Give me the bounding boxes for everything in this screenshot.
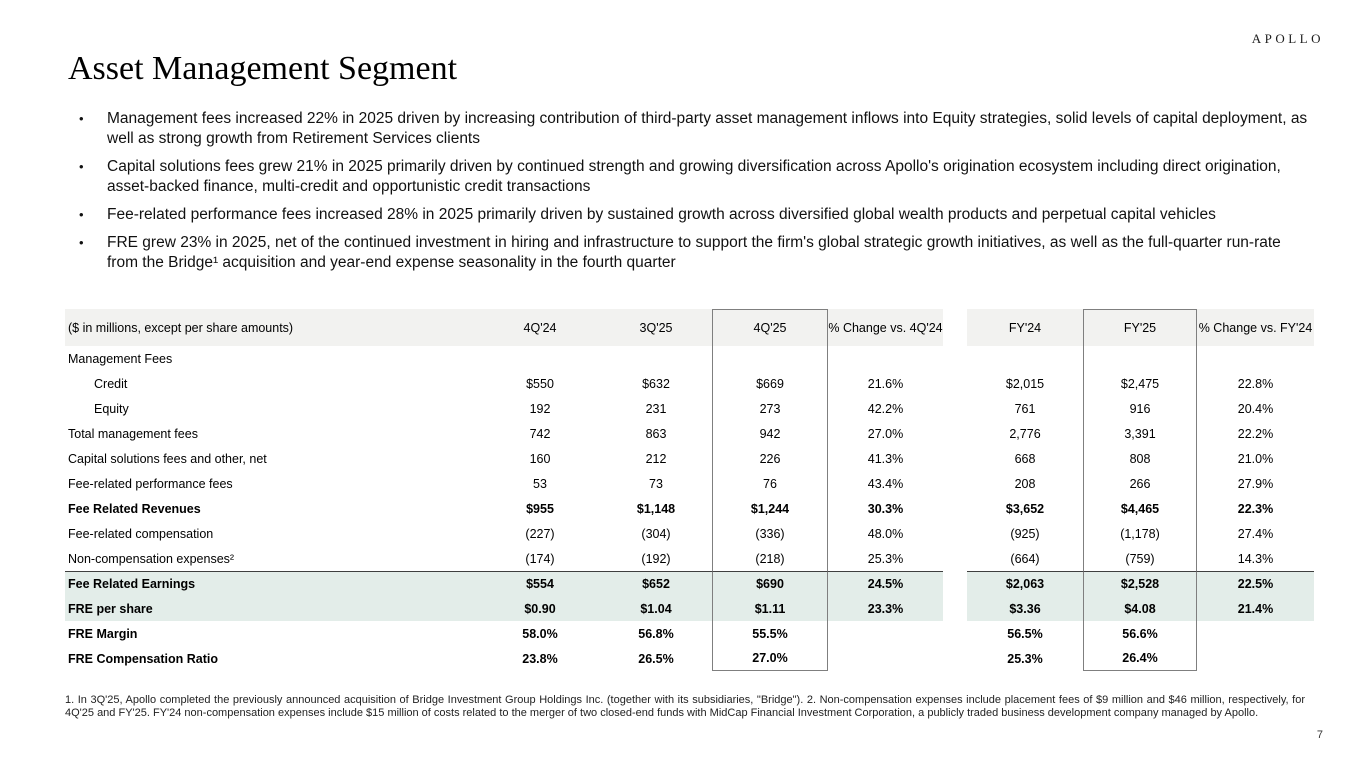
table-cell: 26.4% xyxy=(1083,646,1197,671)
table-cell xyxy=(1083,346,1197,371)
row-label: FRE per share xyxy=(65,596,480,621)
column-gap xyxy=(943,571,967,596)
column-gap xyxy=(943,496,967,521)
table-cell: $4,465 xyxy=(1083,496,1197,521)
table-cell: (174) xyxy=(525,551,555,566)
table-cell: 273 xyxy=(712,396,828,421)
table-cell: $1.11 xyxy=(712,596,828,621)
table-cell: 24.5% xyxy=(828,571,943,596)
table-cell: $2,475 xyxy=(1083,371,1197,396)
bullet-text: Capital solutions fees grew 21% in 2025 primarily driven by continued strength and growing diversification across Apollo's origination ecosystem including direct origination, asset-backed finance, multi-credit and opportunistic credit transactions xyxy=(107,158,1281,195)
table-cell xyxy=(1197,646,1314,671)
table-cell: 56.6% xyxy=(1083,621,1197,646)
bullet-text: Fee-related performance fees increased 28% in 2025 primarily driven by sustained growth across diversified global wealth products and perpetual capital vehicles xyxy=(107,206,1216,223)
table-cell: 41.3% xyxy=(867,451,904,466)
table-cell: 56.5% xyxy=(1007,626,1043,641)
page-title: Asset Management Segment xyxy=(68,50,458,87)
table-cell: (336) xyxy=(712,521,828,546)
row-label: Equity xyxy=(94,401,129,416)
row-label: Management Fees xyxy=(68,351,173,366)
table-header-row xyxy=(65,309,1314,346)
table-cell: $3.36 xyxy=(967,596,1083,621)
table-cell: 23.8% xyxy=(522,651,558,666)
table-cell: 160 xyxy=(529,451,551,466)
column-gap xyxy=(943,546,967,571)
table-cell: 192 xyxy=(529,401,551,416)
table-row xyxy=(65,646,1314,671)
row-label: Fee Related Earnings xyxy=(65,571,480,596)
table-cell: 2,776 xyxy=(1009,426,1041,441)
column-gap xyxy=(943,596,967,621)
bullet-dot-icon: • xyxy=(79,207,84,222)
table-cell: 21.4% xyxy=(1197,596,1314,621)
bullet-list xyxy=(70,109,1312,281)
table-cell: $1,244 xyxy=(712,496,828,521)
table-cell: $632 xyxy=(642,376,670,391)
table-row xyxy=(65,596,1314,621)
table-cell: (925) xyxy=(1010,526,1040,541)
table-cell: $690 xyxy=(712,571,828,596)
bullet-text: Management fees increased 22% in 2025 driven by increasing contribution of third-party asset management inflows into Equity strategies, solid levels of capital deployment, as well as strong growth from Retirement Services clients xyxy=(107,110,1308,147)
column-gap xyxy=(943,371,967,396)
column-gap xyxy=(943,471,967,496)
table-cell: 20.4% xyxy=(1237,401,1274,416)
table-cell: 942 xyxy=(712,421,828,446)
table-cell: (1,178) xyxy=(1083,521,1197,546)
column-gap xyxy=(943,309,967,346)
row-label: Fee-related compensation xyxy=(68,526,214,541)
table-cell: 808 xyxy=(1083,446,1197,471)
table-cell: 53 xyxy=(533,476,547,491)
row-label: FRE Compensation Ratio xyxy=(68,651,219,666)
bullet-item xyxy=(70,157,1312,197)
table-row xyxy=(65,546,1314,571)
table-cell: 21.0% xyxy=(1237,451,1274,466)
table-cell: 266 xyxy=(1083,471,1197,496)
column-header: FY'25 xyxy=(1083,309,1197,346)
table-cell: (759) xyxy=(1083,546,1197,571)
table-row xyxy=(65,571,1314,596)
table-cell: 3,391 xyxy=(1083,421,1197,446)
bullet-item xyxy=(70,205,1312,225)
table-cell: 56.8% xyxy=(638,626,674,641)
bullet-dot-icon: • xyxy=(79,235,84,250)
table-cell: 43.4% xyxy=(867,476,904,491)
table-cell: $2,528 xyxy=(1083,571,1197,596)
table-cell: 73 xyxy=(649,476,663,491)
table-cell: $3,652 xyxy=(1005,501,1045,516)
table-cell xyxy=(828,646,943,671)
row-label: Total management fees xyxy=(68,426,198,441)
table-cell xyxy=(1197,346,1314,371)
row-label: Non-compensation expenses² xyxy=(68,551,235,566)
page-number: 7 xyxy=(1316,729,1323,741)
table-cell: $2,063 xyxy=(967,571,1083,596)
table-cell: 863 xyxy=(645,426,667,441)
table-row xyxy=(65,371,1314,396)
bullet-text: FRE grew 23% in 2025, net of the continued investment in hiring and infrastructure to support the firm's global strategic growth initiatives, as well as the full-quarter run-rate from the Bridge¹ acquisition and year-end expense seasonality in the fourth quarter xyxy=(107,234,1281,271)
table-cell: $554 xyxy=(480,571,600,596)
table-cell: 21.6% xyxy=(867,376,904,391)
column-header: FY'24 xyxy=(967,309,1083,346)
table-cell: 22.2% xyxy=(1237,426,1274,441)
table-cell: 27.9% xyxy=(1237,476,1274,491)
row-label: Credit xyxy=(94,376,128,391)
table-cell: 23.3% xyxy=(828,596,943,621)
table-cell: 58.0% xyxy=(522,626,558,641)
table-cell: (192) xyxy=(641,551,671,566)
table-cell xyxy=(600,346,712,371)
table-cell: $2,015 xyxy=(1005,376,1045,391)
bullet-item xyxy=(70,233,1312,273)
table-cell: (664) xyxy=(1010,551,1040,566)
table-cell: 668 xyxy=(1014,451,1036,466)
table-cell: $0.90 xyxy=(480,596,600,621)
table-row xyxy=(65,621,1314,646)
table-cell: 208 xyxy=(1014,476,1036,491)
column-header: % Change vs. FY'24 xyxy=(1197,309,1314,346)
table-cell: (304) xyxy=(641,526,671,541)
column-header: 4Q'24 xyxy=(480,309,600,346)
fin-table xyxy=(65,309,1314,671)
table-cell: 212 xyxy=(645,451,667,466)
row-label: Capital solutions fees and other, net xyxy=(68,451,267,466)
column-gap xyxy=(943,646,967,671)
row-label: Fee-related performance fees xyxy=(68,476,233,491)
table-cell: 25.3% xyxy=(867,551,904,566)
table-cell: 25.3% xyxy=(1007,651,1043,666)
table-cell xyxy=(712,346,828,371)
table-cell: $4.08 xyxy=(1083,596,1197,621)
table-row xyxy=(65,446,1314,471)
table-cell: $1,148 xyxy=(636,501,676,516)
bullet-item xyxy=(70,109,1312,149)
table-row xyxy=(65,421,1314,446)
table-row xyxy=(65,346,1314,371)
table-cell: 14.3% xyxy=(1237,551,1274,566)
apollo-logo: APOLLO xyxy=(1251,31,1324,46)
table-cell: $550 xyxy=(526,376,554,391)
table-cell: 916 xyxy=(1083,396,1197,421)
bullet-dot-icon: • xyxy=(79,111,84,126)
column-gap xyxy=(943,421,967,446)
column-gap xyxy=(943,396,967,421)
column-header: 4Q'25 xyxy=(712,309,828,346)
column-header: 3Q'25 xyxy=(600,309,712,346)
row-label: FRE Margin xyxy=(68,626,138,641)
column-gap xyxy=(943,346,967,371)
table-cell xyxy=(828,621,943,646)
table-row xyxy=(65,521,1314,546)
table-cell: 27.0% xyxy=(712,646,828,671)
table-cell: $652 xyxy=(600,571,712,596)
column-gap xyxy=(943,446,967,471)
table-cell: 226 xyxy=(712,446,828,471)
table-row xyxy=(65,496,1314,521)
table-cell: 761 xyxy=(1014,401,1036,416)
table-cell: 22.3% xyxy=(1237,501,1274,516)
table-cell: 55.5% xyxy=(712,621,828,646)
table-cell: $1.04 xyxy=(600,596,712,621)
bullet-dot-icon: • xyxy=(79,159,84,174)
column-gap xyxy=(943,521,967,546)
table-cell: 26.5% xyxy=(638,651,674,666)
table-cell: 27.4% xyxy=(1237,526,1274,541)
table-cell: $669 xyxy=(712,371,828,396)
table-cell: 48.0% xyxy=(867,526,904,541)
table-cell xyxy=(1197,621,1314,646)
table-cell: 22.8% xyxy=(1237,376,1274,391)
table-cell xyxy=(480,346,600,371)
table-cell: 231 xyxy=(645,401,667,416)
table-row xyxy=(65,471,1314,496)
table-caption: ($ in millions, except per share amounts) xyxy=(65,309,480,346)
table-cell: 22.5% xyxy=(1197,571,1314,596)
table-cell xyxy=(967,346,1083,371)
table-cell: 30.3% xyxy=(867,501,904,516)
table-cell: 42.2% xyxy=(867,401,904,416)
row-label: Fee Related Revenues xyxy=(68,501,201,516)
table-row xyxy=(65,396,1314,421)
footnote: 1. In 3Q'25, Apollo completed the previously announced acquisition of Bridge Investment Group Holdings Inc. (together with its subsidiaries, "Bridge"). 2. Non-compensation expenses include placement fees of $9 million and $46 million, respectively, for 4Q'25 and FY'25. FY'24 non-compensation expenses include $15 million of costs related to the merger of two closed-end funds with MidCap Financial Investment Corporation, a publicly traded business development company managed by Apollo. xyxy=(65,694,1305,719)
table-cell: 742 xyxy=(529,426,551,441)
table-cell: 76 xyxy=(712,471,828,496)
table-cell: (227) xyxy=(525,526,555,541)
table-cell xyxy=(828,346,943,371)
table-cell: 27.0% xyxy=(867,426,904,441)
column-gap xyxy=(943,621,967,646)
column-header: % Change vs. 4Q'24 xyxy=(828,309,943,346)
table-cell: (218) xyxy=(712,546,828,571)
table-cell: $955 xyxy=(526,501,554,516)
